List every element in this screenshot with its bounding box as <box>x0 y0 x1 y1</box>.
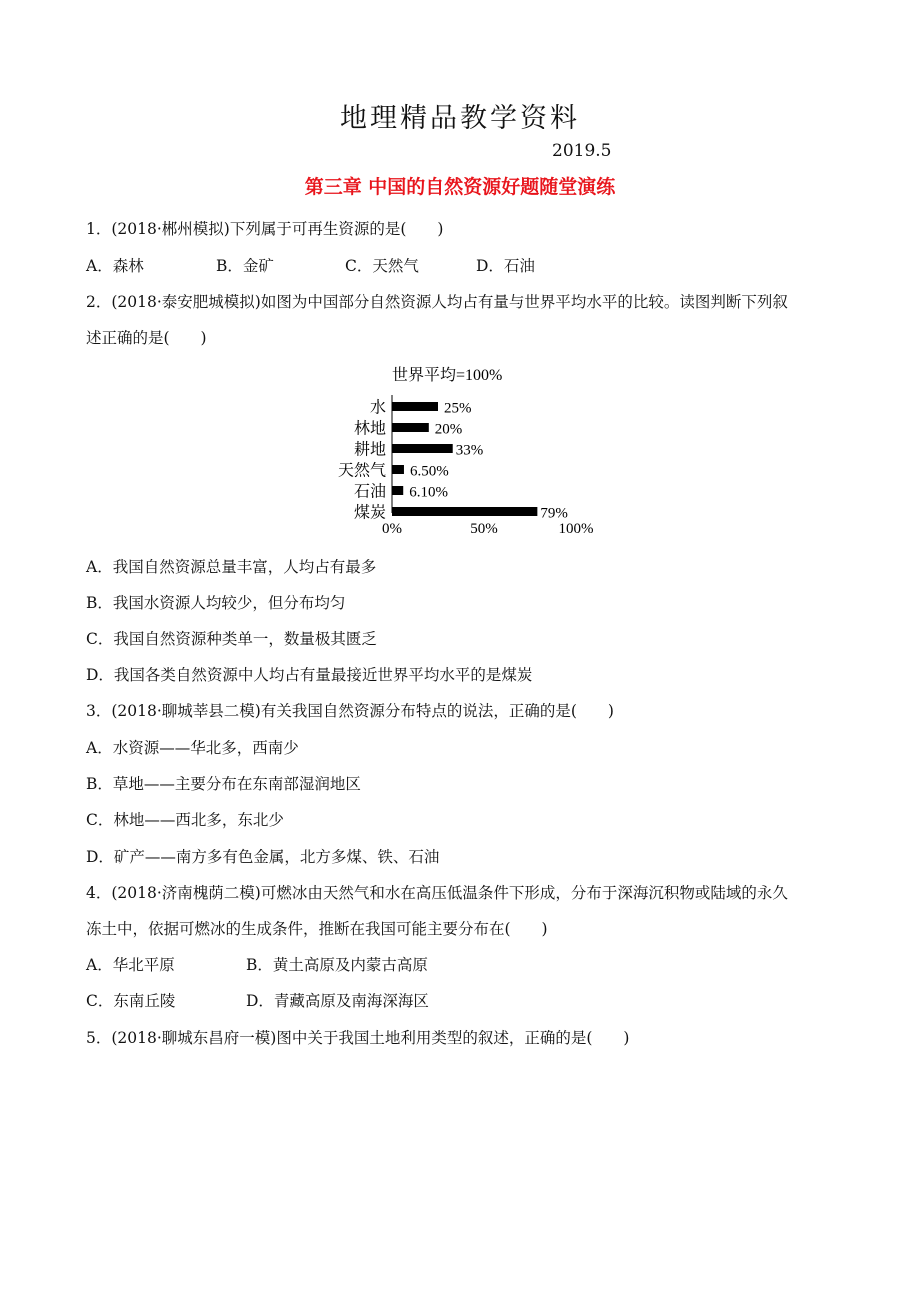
chart-bar <box>392 402 438 411</box>
chart-category-label: 水 <box>369 399 386 417</box>
chart-bar <box>392 423 429 432</box>
chart-bar <box>392 486 403 495</box>
chart-category-label: 天然气 <box>337 462 386 480</box>
question-5-stem: 5．(2018·聊城东昌府一模)图中关于我国土地利用类型的叙述，正确的是( ) <box>86 1029 630 1047</box>
chart-value-label: 6.50% <box>409 463 449 480</box>
resource-per-capita-bar-chart <box>320 360 610 542</box>
question-4-option-c: C．东南丘陵 <box>86 992 176 1010</box>
document-date: 2019.5 <box>552 141 612 161</box>
chart-value-label: 6.10% <box>409 484 448 501</box>
question-4-option-d: D．青藏高原及南海深海区 <box>246 992 429 1010</box>
question-1-option-b: B．金矿 <box>216 257 274 275</box>
question-4-option-b: B．黄土高原及内蒙古高原 <box>246 956 428 974</box>
chapter-heading: 第三章 中国的自然资源好题随堂演练 <box>304 176 616 198</box>
question-2-option-c: C．我国自然资源种类单一，数量极其匮乏 <box>86 630 377 648</box>
question-3-option-d: D．矿产——南方多有色金属，北方多煤、铁、石油 <box>86 848 440 866</box>
question-4-stem-line2: 冻土中，依据可燃冰的生成条件，推断在我国可能主要分布在( ) <box>86 920 548 938</box>
question-2-option-b: B．我国水资源人均较少，但分布均匀 <box>86 594 346 612</box>
document-title: 地理精品教学资料 <box>340 103 580 134</box>
chart-bar <box>392 507 537 516</box>
chart-category-label: 煤炭 <box>353 504 386 522</box>
question-2-option-d: D．我国各类自然资源中人均占有量最接近世界平均水平的是煤炭 <box>86 666 533 684</box>
question-3-option-c: C．林地——西北多，东北少 <box>86 811 284 829</box>
question-1-option-c: C．天然气 <box>345 257 419 275</box>
chart-bar <box>392 444 453 453</box>
chart-tick-label: 100% <box>558 521 594 537</box>
chart-value-label: 33% <box>455 442 484 459</box>
question-4-stem-line1: 4．(2018·济南槐荫二模)可燃冰由天然气和水在高压低温条件下形成，分布于深海沉积物或陆域的永久 <box>86 884 788 902</box>
chart-category-label: 石油 <box>353 483 386 501</box>
question-1-option-d: D．石油 <box>476 257 535 275</box>
chart-value-label: 20% <box>434 421 463 438</box>
question-3-option-b: B．草地——主要分布在东南部湿润地区 <box>86 775 361 793</box>
question-3-option-a: A．水资源——华北多，西南少 <box>86 739 299 757</box>
chart-category-label: 耕地 <box>353 441 386 459</box>
chart-value-label: 79% <box>540 505 568 522</box>
question-4-option-a: A．华北平原 <box>86 956 175 974</box>
chart-tick-label: 0% <box>382 521 402 537</box>
chart-title: 世界平均=100% <box>392 367 503 384</box>
question-2-stem-line1: 2．(2018·泰安肥城模拟)如图为中国部分自然资源人均占有量与世界平均水平的比较。读图判断下列叙 <box>86 293 788 311</box>
chart-value-label: 25% <box>444 400 472 417</box>
chart-bar <box>392 465 404 474</box>
chart-category-label: 林地 <box>353 420 386 438</box>
question-1-option-a: A．森林 <box>86 257 144 275</box>
question-3-stem: 3．(2018·聊城莘县二模)有关我国自然资源分布特点的说法，正确的是( ) <box>86 702 614 720</box>
question-2-option-a: A．我国自然资源总量丰富，人均占有最多 <box>86 558 377 576</box>
question-1-stem: 1．(2018·郴州模拟)下列属于可再生资源的是( ) <box>86 220 444 238</box>
question-2-stem-line2: 述正确的是( ) <box>86 329 207 347</box>
chart-tick-label: 50% <box>470 521 498 537</box>
